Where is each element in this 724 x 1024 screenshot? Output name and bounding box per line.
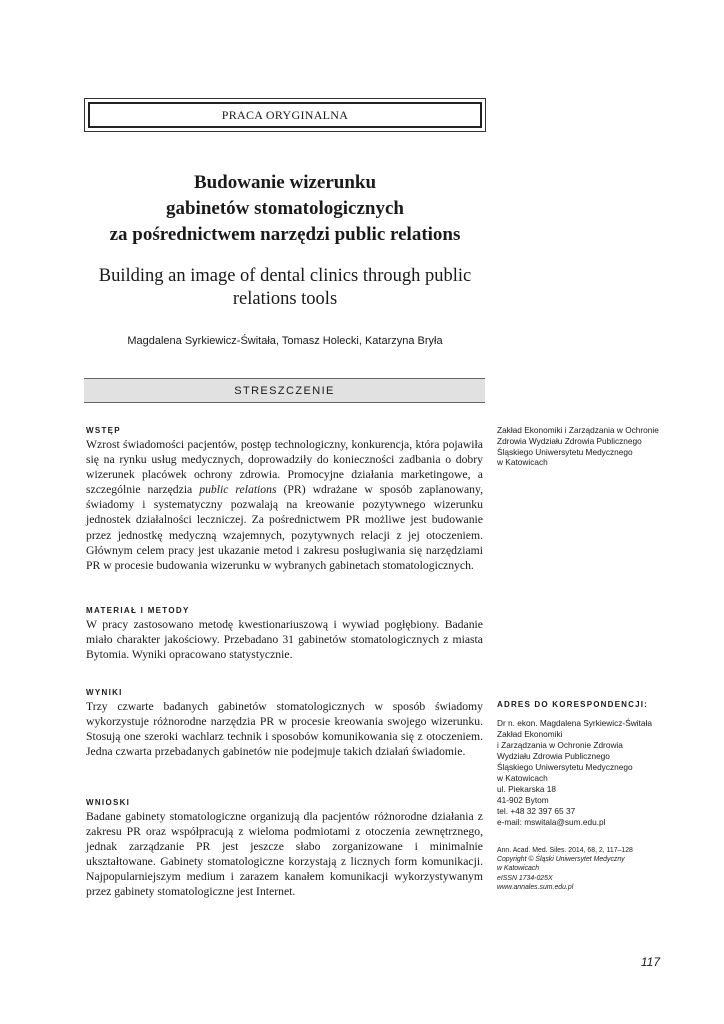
title-polish-line: za pośrednictwem narzędzi public relations [109, 224, 461, 245]
correspondence-line: w Katowicach [497, 773, 548, 783]
correspondence-address [497, 718, 657, 828]
journal-info [497, 846, 657, 892]
correspondence-line: Śląskiego Uniwersytetu Medycznego [497, 762, 633, 772]
section-heading-methods: MATERIAŁ I METODY [86, 606, 190, 615]
affiliation [497, 425, 659, 468]
intro-text-part: (PR) wdrażane w sposób zaplanowany, świadomy i systematyczny pozwalają na kreowanie pozytywnego wizerunku jednostek działalności leczniczej. Za pośrednictwem PR możliwe jest budowanie przez jednostkę medyczną wzajemnych, pozytywnych relacji z jej otoczeniem. Głównym celem pracy jest ukazanie metod i zakresu posługiwania się narzędziami PR w procesie budowania wizerunku w wybranych gabinetach stomatologicznych. [86, 483, 483, 572]
article-type-label: PRACA ORYGINALNA [221, 107, 349, 122]
affiliation-line: w Katowicach [497, 457, 548, 468]
correspondence-line: 41-902 Bytom [497, 795, 549, 805]
intro-text-part: Wzrost świadomości pacjentów, postęp technologiczny, konkurencja, która pojawiła się na rynku usług medycznych, doprowadziły do konieczności zadbania o dobry wizerunek placówek ochrony zdrowia. Promocyjne działania marketingowe, a szczególnie narzędzia [86, 438, 483, 497]
section-text-intro [86, 437, 483, 573]
correspondence-line: ul. Piekarska 18 [497, 784, 557, 794]
affiliation-line: Zakład Ekonomiki i Zarządzania w Ochronie [497, 425, 659, 435]
section-heading-intro: WSTĘP [86, 426, 121, 435]
journal-url-link[interactable]: www.annales.sum.edu.pl [497, 883, 574, 891]
correspondence-email[interactable]: e-mail: mswitala@sum.edu.pl [497, 817, 606, 827]
section-heading-conclusions: WNIOSKI [86, 798, 131, 807]
abstract-label: STRESZCZENIE [234, 384, 335, 397]
intro-text-italic: public relations [199, 483, 277, 497]
correspondence-line: Zakład Ekonomiki [497, 729, 563, 739]
section-text-results [86, 699, 483, 759]
correspondence-line: i Zarządzania w Ochronie Zdrowia [497, 740, 623, 750]
section-text-methods [86, 617, 483, 662]
page-number: 117 [640, 955, 660, 969]
title-english [84, 265, 486, 311]
section-text-conclusions [86, 809, 483, 900]
results-text: Trzy czwarte badanych gabinetów stomatologicznych w sposób świadomy wykorzystuje różnorodne narzędzia PR w procesie kreowania swojego wizerunku. Stosują one szeroki wachlarz technik i sposobów komunikowania się z otoczeniem. Jedna czwarta przebadanych gabinetów nie podejmuje takich działań świadomie. [86, 700, 483, 759]
title-polish-line: Budowanie wizerunku [193, 172, 377, 193]
article-type-box [84, 98, 486, 132]
affiliation-line: Zdrowia Wydziału Zdrowia Publicznego [497, 435, 642, 446]
journal-copyright-city: w Katowicach [497, 865, 540, 873]
correspondence-line: tel. +48 32 397 65 37 [497, 806, 576, 816]
correspondence-line: Dr n. ekon. Magdalena Syrkiewicz-Świtała [497, 718, 652, 728]
methods-text: W pracy zastosowano metodę kwestionariuszową i wywiad pogłębiony. Badanie miało charakter jakościowy. Przebadano 31 gabinetów stomatologicznych z miasta Bytomia. Wyniki opracowano statystycznie. [86, 618, 483, 662]
authors: Magdalena Syrkiewicz-Świtała, Tomasz Holecki, Katarzyna Bryła [127, 335, 443, 347]
journal-eissn: eISSN 1734-025X [497, 874, 553, 882]
abstract-header-bar [84, 378, 485, 403]
section-heading-results: WYNIKI [86, 688, 123, 697]
journal-citation: Ann. Acad. Med. Siles. 2014, 68, 2, 117–128 [497, 847, 633, 854]
correspondence-heading: ADRES DO KORESPONDENCJI: [497, 700, 649, 709]
title-polish-line: gabinetów stomatologicznych [165, 198, 404, 219]
article-type-box-inner [88, 102, 482, 128]
correspondence-line: Wydziału Zdrowia Publicznego [497, 751, 610, 761]
title-english-line: Building an image of dental clinics through public [98, 266, 472, 286]
conclusions-text: Badane gabinety stomatologiczne organizują dla pacjentów różnorodne działania z zakresu PR oraz współpracują z wieloma podmiotami z otoczenia zewnętrznego, jednak zarządzanie PR jest jeszcze słabo zorganizowane i minimalnie ukształtowane. Gabinety stomatologiczne korzystają z licznych form komunikacji. Najpopularniejszym medium i zarazem kanałem komunikacji wykorzystywanym przez gabinety stomatologiczne jest Internet. [86, 810, 483, 899]
title-polish [84, 170, 486, 248]
affiliation-line: Śląskiego Uniwersytetu Medycznego [497, 446, 633, 457]
journal-copyright: Copyright © Śląski Uniwersytet Medyczny [497, 856, 625, 864]
title-english-line: relations tools [232, 289, 338, 309]
